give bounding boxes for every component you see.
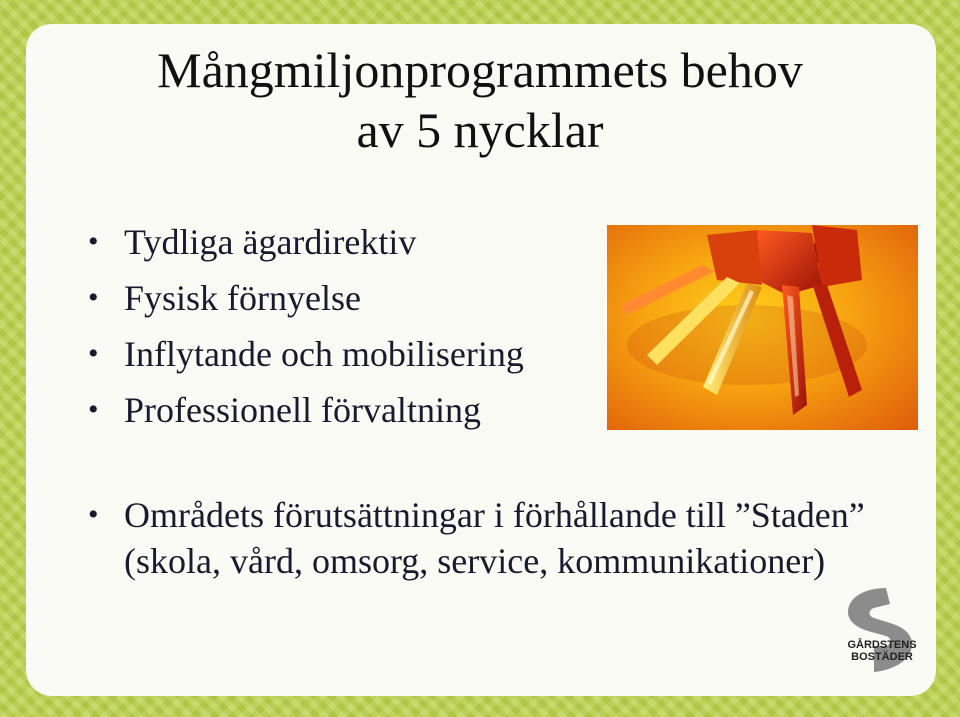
keys-photo-icon xyxy=(607,225,918,430)
bullet-list-secondary xyxy=(88,492,884,584)
bullet-icon: • xyxy=(88,281,99,314)
logo-text-line-2: BOSTÄDER xyxy=(851,651,913,663)
bullet-text: Fysisk förnyelse xyxy=(124,278,361,318)
bullet-icon: • xyxy=(88,337,99,370)
bullet-text: Professionell förvaltning xyxy=(124,390,481,430)
list-item xyxy=(88,270,524,326)
list-item xyxy=(88,214,524,270)
bullet-icon: • xyxy=(88,393,99,426)
title-line-2: av 5 nycklar xyxy=(356,102,604,158)
title-line-1: Mångmiljonprogrammets behov xyxy=(157,42,803,98)
bullet-icon: • xyxy=(88,498,99,531)
gardstens-logo-mark-icon xyxy=(834,584,930,676)
list-item xyxy=(88,382,524,438)
list-item xyxy=(88,492,884,584)
bullet-list xyxy=(88,214,524,438)
logo-text-line-1: GÅRDSTENS xyxy=(847,639,917,651)
list-item xyxy=(88,326,524,382)
slide-title xyxy=(0,40,960,160)
bullet-icon: • xyxy=(88,225,99,258)
bullet-text: Områdets förutsättningar i förhållande till ”Staden” (skola, vård, omsorg, service, kommunikationer) xyxy=(124,495,865,581)
keys-photo xyxy=(607,225,918,430)
bullet-text: Tydliga ägardirektiv xyxy=(124,222,417,262)
bullet-text: Inflytande och mobilisering xyxy=(124,334,524,374)
gardstens-logo xyxy=(834,584,930,676)
